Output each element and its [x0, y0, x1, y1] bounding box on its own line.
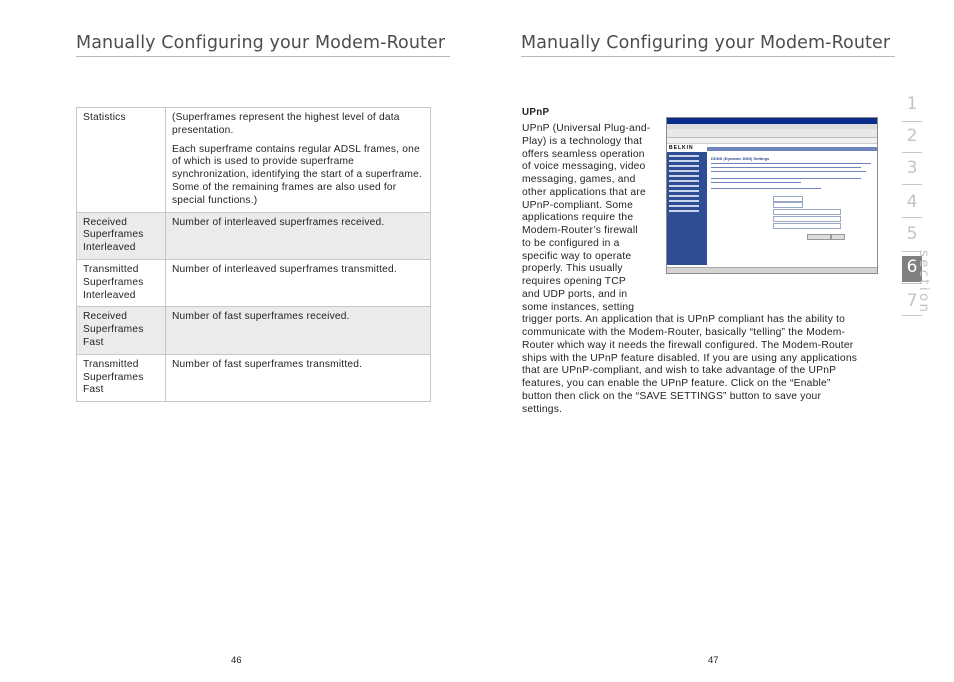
table-cell-description — [166, 259, 431, 306]
nav-item — [669, 155, 699, 157]
body-line: UPnP (Universal Plug-and- — [522, 123, 651, 134]
belkin-logo: BELKIN — [669, 145, 694, 151]
section-tab-2[interactable]: 2 — [906, 126, 918, 146]
section-tab-4[interactable]: 4 — [906, 192, 918, 212]
description-paragraph: (Superframes represent the highest level of data presentation. — [172, 112, 400, 136]
screenshot-button — [807, 234, 831, 240]
table-row — [77, 259, 431, 306]
left-page-title: Manually Configuring your Modem-Router — [76, 33, 446, 53]
right-title-rule — [521, 56, 895, 57]
body-line: to be configured in a — [522, 237, 620, 249]
body-line: button then click on the “SAVE SETTINGS” button to save your — [522, 390, 822, 402]
screenshot-nav-panel — [667, 152, 707, 265]
section-tab-1[interactable]: 1 — [906, 94, 918, 114]
body-line: requires opening TCP — [522, 276, 626, 287]
nav-item — [669, 210, 699, 212]
table-cell-label: Received Superframes Fast — [77, 307, 166, 354]
left-title-rule — [76, 56, 450, 57]
body-line: ships with the UPnP feature disabled. If you are using any applications — [522, 352, 858, 364]
nav-item — [669, 175, 699, 177]
section-divider — [902, 121, 922, 122]
table-cell-label: Transmitted Superframes Fast — [77, 354, 166, 401]
description-paragraph: Number of fast superframes transmitted. — [172, 358, 363, 370]
body-line: Router which way it needs the firewall configured. The Modem-Router — [522, 339, 854, 351]
screenshot-text-line — [711, 178, 861, 179]
description-paragraph: Each superframe contains regular ADSL frames, one of which is used to provide superframe synchronization, identifying the start of a superframe. Some of the remaining frames are also used for special functions.) — [172, 143, 422, 206]
section-divider — [902, 184, 922, 185]
body-line: Play) is a technology that — [522, 135, 643, 147]
table-cell-description — [166, 307, 431, 354]
browser-toolbar — [667, 129, 877, 138]
nav-item — [669, 200, 699, 202]
nav-item — [669, 190, 699, 192]
body-line: communicate with the Modem-Router, basically “telling” the Modem- — [522, 327, 846, 338]
screenshot-field — [773, 202, 803, 208]
table-cell-label: Received Superframes Interleaved — [77, 212, 166, 259]
nav-item — [669, 160, 699, 162]
body-line: features, you can enable the UPnP feature. Click on the “Enable” — [522, 378, 831, 389]
table-cell-description — [166, 108, 431, 213]
screenshot-button — [831, 234, 845, 240]
screenshot-text-line — [711, 167, 861, 168]
screenshot-text-line — [711, 171, 866, 172]
table-cell-description — [166, 212, 431, 259]
table-row — [77, 307, 431, 354]
section-divider — [902, 217, 922, 218]
section-tab-6[interactable]: 6 — [906, 257, 918, 277]
body-line: settings. — [522, 403, 563, 415]
nav-item — [669, 195, 699, 197]
body-line: other applications that are — [522, 186, 646, 198]
description-paragraph: Number of fast superframes received. — [172, 311, 350, 323]
table-cell-label: Transmitted Superframes Interleaved — [77, 259, 166, 306]
upnp-heading: UPnP — [522, 107, 550, 118]
screenshot-text-line — [711, 182, 801, 183]
body-line: UPnP-compliant. Some — [522, 199, 634, 211]
body-line: of voice messaging, video — [522, 161, 646, 173]
body-line: offers seamless operation — [522, 148, 645, 160]
screenshot-text-line — [711, 163, 871, 164]
nav-item — [669, 170, 699, 172]
description-paragraph: Number of interleaved superframes received. — [172, 216, 385, 228]
table-cell-label: Statistics — [77, 108, 166, 213]
section-tab-3[interactable]: 3 — [906, 158, 918, 178]
left-page-number: 46 — [231, 655, 242, 666]
screenshot-top-bar — [707, 147, 877, 151]
upnp-body-wide — [522, 314, 880, 416]
body-line: properly. This usually — [522, 263, 623, 275]
description-paragraph: Number of interleaved superframes transmitted. — [172, 263, 397, 275]
section-label: section — [916, 250, 931, 315]
browser-address-bar — [667, 138, 877, 144]
screenshot-field — [773, 209, 841, 215]
body-line: some instances, setting — [522, 301, 635, 313]
body-line: applications require the — [522, 212, 634, 224]
table-row — [77, 108, 431, 213]
screenshot-text-line — [711, 188, 821, 189]
section-tab-5[interactable]: 5 — [906, 224, 918, 244]
body-line: messaging, games, and — [522, 174, 636, 185]
nav-item — [669, 185, 699, 187]
nav-item — [669, 205, 699, 207]
body-line: and UDP ports, and in — [522, 288, 628, 300]
statistics-table — [76, 107, 431, 402]
body-line: Modem-Router’s firewall — [522, 225, 638, 236]
table-row — [77, 212, 431, 259]
body-line: that are UPnP-compliant, and wish to take advantage of the UPnP — [522, 365, 837, 377]
nav-item — [669, 165, 699, 167]
browser-status-bar — [667, 267, 877, 273]
upnp-body-narrow — [522, 123, 658, 314]
nav-item — [669, 180, 699, 182]
section-divider — [902, 315, 922, 316]
body-line: trigger ports. An application that is UPnP compliant has the ability to — [522, 314, 846, 326]
body-line: specific way to operate — [522, 250, 632, 262]
right-page-title: Manually Configuring your Modem-Router — [521, 33, 891, 53]
screenshot-field — [773, 223, 841, 229]
right-page-number: 47 — [708, 655, 719, 666]
table-cell-description — [166, 354, 431, 401]
screenshot-field — [773, 216, 841, 222]
table-row — [77, 354, 431, 401]
screenshot-heading: DDNS (Dynamic DNS) Settings — [711, 156, 770, 161]
section-divider — [902, 152, 922, 153]
router-screenshot — [666, 117, 878, 274]
section-tab-7[interactable]: 7 — [906, 291, 918, 311]
